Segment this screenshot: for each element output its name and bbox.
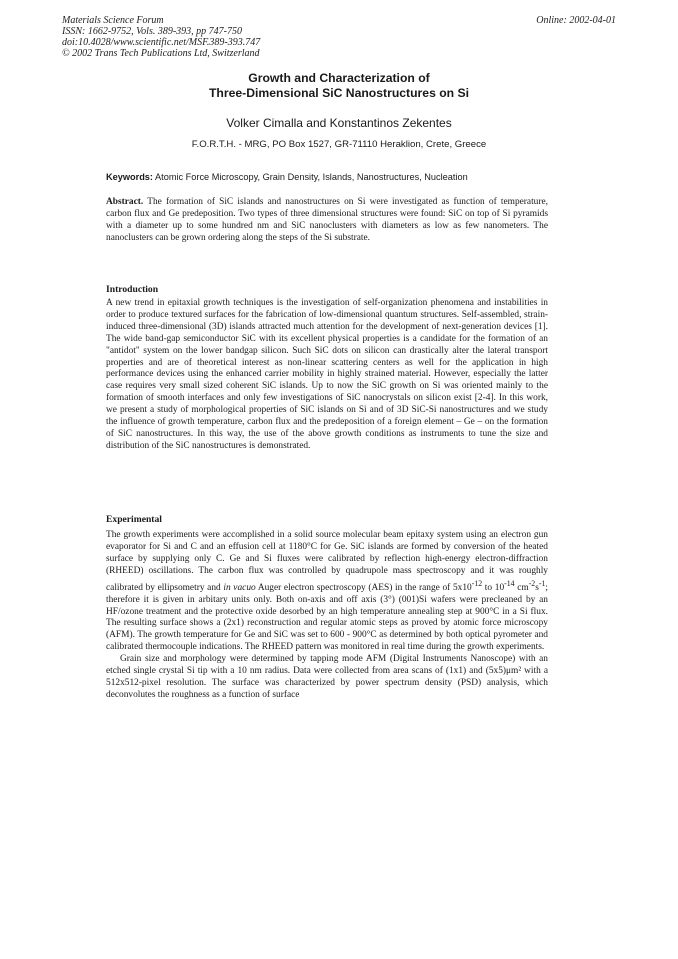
journal-issn: ISSN: 1662-9752, Vols. 389-393, pp 747-750 [62,26,242,37]
experimental-paragraph-2: Grain size and morphology were determined by tapping mode AFM (Digital Instruments Nanoscope) with an etched single crystal Si tip with a 10 nm radius. Data were collected from area scans of (1x1) and (5x5)μm² with a 512x512-pixel resolution. The surface was characterized by power spectrum density (PSD) analysis, which deconvolutes the roughness as a function of surface [106,654,548,700]
experimental-paragraph-1 [106,530,548,654]
intro-paragraph [106,298,548,453]
intro-heading: Introduction [106,284,159,295]
online-date: Online: 2002-04-01 [536,15,616,26]
journal-info [62,15,260,59]
keywords-label: Keywords: [106,172,153,182]
experimental-heading: Experimental [106,514,162,525]
abstract-label: Abstract. [106,197,144,207]
exp-sup-4: -1 [538,578,546,588]
exp-sup-3: -2 [528,578,536,588]
abstract [106,197,548,245]
exp-text-a: The growth experiments were accomplished in a solid source molecular beam epitaxy system using an electron gun evaporator for Si and C and an effusion cell at 1180°C for Ge. SiC islands are formed by conversion of the heated surface by supplying only C. Ge and Si fluxes were calibrated by reflection high-energy electron-diffraction (RHEED) oscillations. The carbon flux was controlled by quadrupole mass spectroscopy and it was roughly calibrated by ellipsometry and [106,530,548,593]
abstract-text: The formation of SiC islands and nanostructures on Si were investigated as function of temperature, carbon flux and Ge predeposition. Two types of three dimensional structures were found: SiC on top of Si pyramids with a diameter up to some hundred nm and SiC nanoclusters with diameters as low as few nanometers. The nanoclusters can be grown ordering along the steps of the Si substrate. [106,197,548,243]
journal-copyright: © 2002 Trans Tech Publications Ltd, Switzerland [62,48,260,59]
intro-text: A new trend in epitaxial growth techniques is the investigation of self-organization phenomena and instabilities in order to produce textured surfaces for the fabrication of low-dimensional quantum structures. Self-assembled, strain-induced three-dimensional (3D) islands attracted much attention for the development of next-generation devices [1]. The wide band-gap semiconductor SiC with its excellent physical properties is a candidate for the formation of an "antidot" system on the lower bandgap silicon. Such SiC dots on silicon can drastically alter the lateral transport properties and are of theoretical interest as non-linear scattering centers as well for the application in high performance devices using the enhanced carrier mobility in highly strained material. However, especially the latter case requires very small sized coherent SiC islands. Up to now the SiC growth on Si was oriented mainly to the formation of smooth interfaces and only few investigations of SiC nanocrystals on silicon exist [2-4]. In this work, we present a study of morphological properties of SiC islands on Si and of 3D SiC-Si nanostructures and we study the influence of growth temperature, carbon flux and the predeposition of a foreign element – Ge – on the formation of SiC nanostructures. In this way, the use of the above growth conditions as instruments to tune the size and distribution of the SiC nanostructures is demonstrated. [106,298,548,451]
exp-text-c: to 10 [482,582,505,593]
keywords-text: Atomic Force Microscopy, Grain Density, Islands, Nanostructures, Nucleation [155,172,468,182]
exp-text-e: s [535,582,539,593]
journal-doi: doi:10.4028/www.scientific.net/MSF.389-393.747 [62,37,261,48]
journal-name: Materials Science Forum [62,15,164,26]
keywords [106,172,576,182]
authors: Volker Cimalla and Konstantinos Zekentes [226,116,452,130]
affiliation: F.O.R.T.H. - MRG, PO Box 1527, GR-71110 Heraklion, Crete, Greece [191,139,487,150]
experimental-section [106,530,548,702]
exp-sup-2: -14 [504,578,515,588]
paper-title [0,71,678,101]
title-line-2: Three-Dimensional SiC Nanostructures on Si [208,86,470,100]
exp-text-d: cm [514,582,529,593]
exp-text-f: ; therefore it is given in arbitary units only. Both on-axis and off axis (3°) (001)Si wafers were precleaned by an HF/ozone treatment and the protective oxide desorbed by an high temperature annealing step at 900°C in a Si flux. The resulting surface shows a (2x1) reconstruction and regular atomic steps as proved by atomic force microscopy (AFM). The growth temperature for Ge and SiC was set to 600 - 900°C as determined by both optical pyrometer and calibrated thermocouple indications. The RHEED pattern was monitored in real time during the growth experiments. [106,582,549,653]
exp-italic-in-vacuo: in vacuo [223,582,256,593]
title-line-1: Growth and Characterization of [248,71,430,85]
exp-sup-1: -12 [471,578,483,588]
exp-text-b: Auger electron spectroscopy (AES) in the range of 5x10 [255,582,472,593]
